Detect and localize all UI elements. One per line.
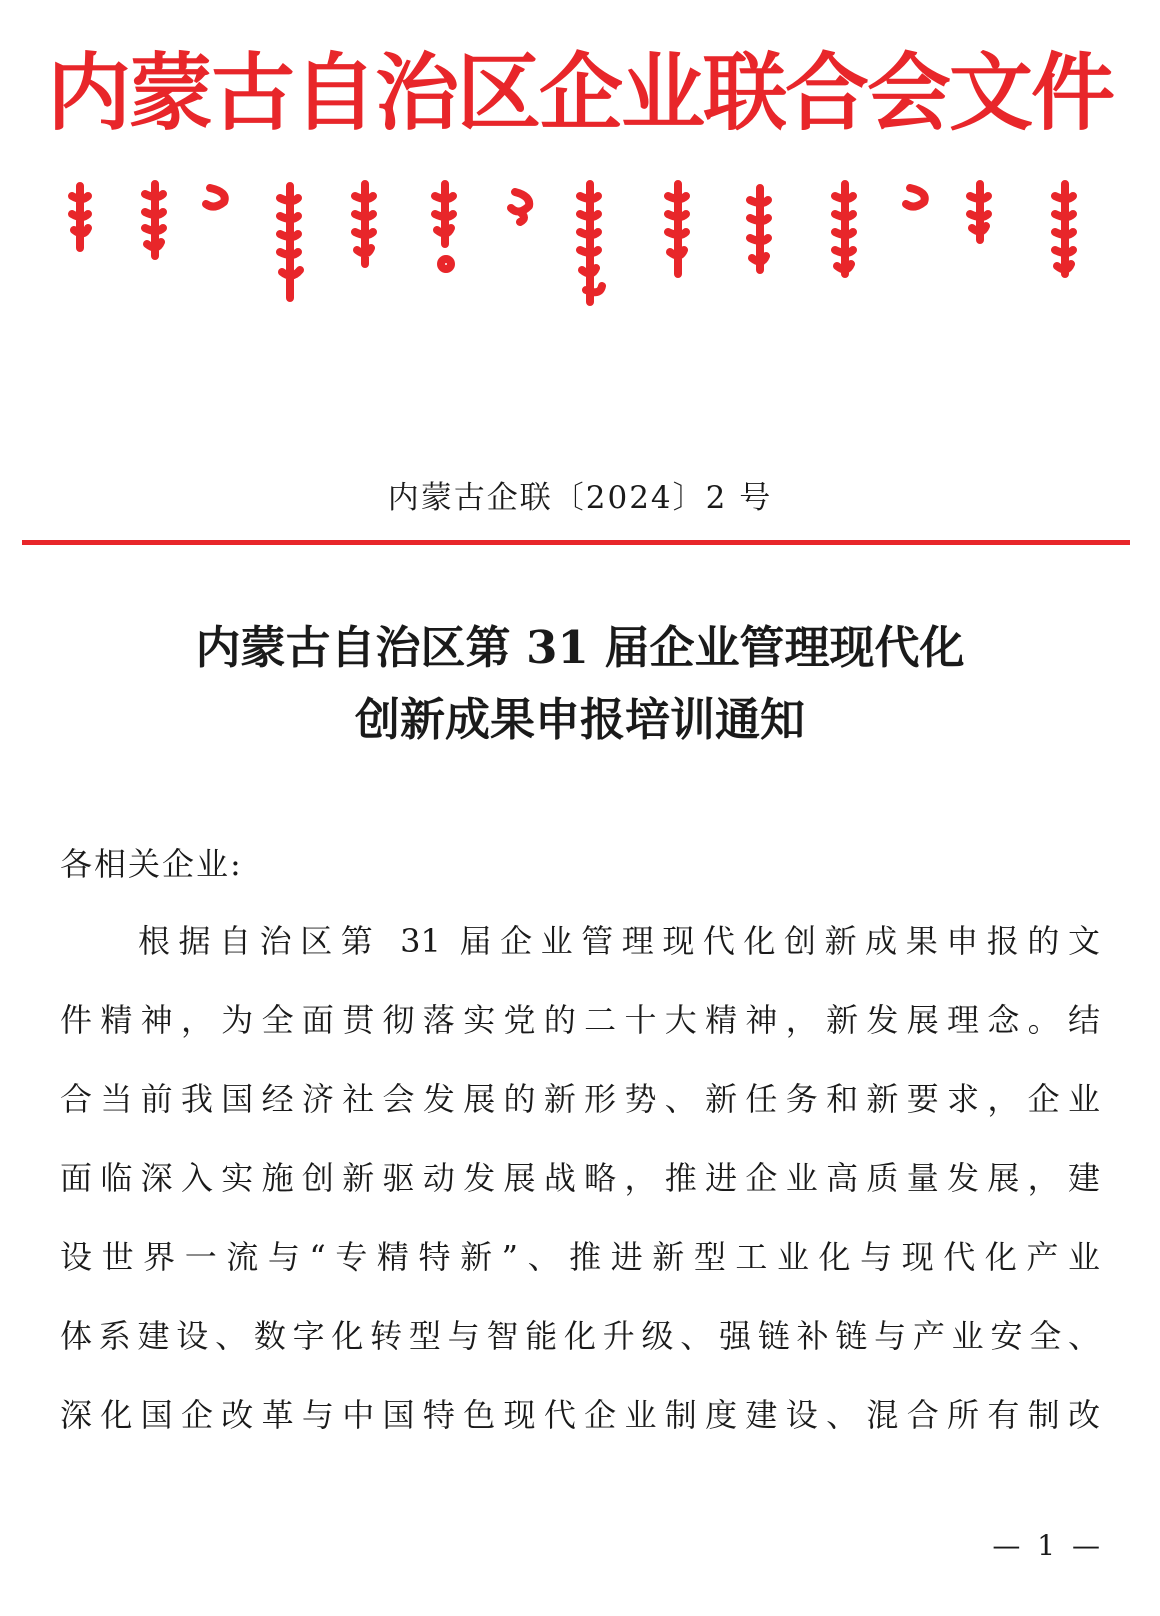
document-title-line-1: 内蒙古自治区第 31 届企业管理现代化	[195, 621, 965, 674]
body-line: 体系建设、数字化转型与智能化升级、强链补链与产业安全、	[60, 1317, 1100, 1355]
issuer-header-title: 内蒙古自治区企业联合会文件	[46, 43, 1113, 142]
body-line: 件精神，为全面贯彻落实党的二十大精神，新发展理念。结	[60, 1001, 1100, 1039]
mongolian-glyphs	[72, 184, 1073, 302]
red-divider-line	[22, 540, 1130, 545]
body-line: 面临深入实施创新驱动发展战略，推进企业高质量发展，建	[60, 1159, 1100, 1197]
body-line: 合当前我国经济社会发展的新形势、新任务和新要求，企业	[60, 1080, 1100, 1118]
body-line: 设世界一流与“专精特新”、推进新型工业化与现代化产业	[60, 1238, 1100, 1276]
document-title	[0, 612, 1160, 756]
document-number: 内蒙古企联〔2024〕2 号	[387, 480, 773, 516]
body-paragraph	[60, 902, 1100, 1455]
mongolian-script-header	[60, 178, 1100, 308]
page-number: — 1 —	[992, 1529, 1104, 1562]
salutation: 各相关企业:	[60, 845, 243, 883]
document-title-line-2: 创新成果申报培训通知	[354, 693, 805, 746]
body-line: 深化国企改革与中国特色现代企业制度建设、混合所有制改	[60, 1396, 1100, 1434]
body-line: 根据自治区第 31 届企业管理现代化创新成果申报的文	[138, 922, 1100, 960]
